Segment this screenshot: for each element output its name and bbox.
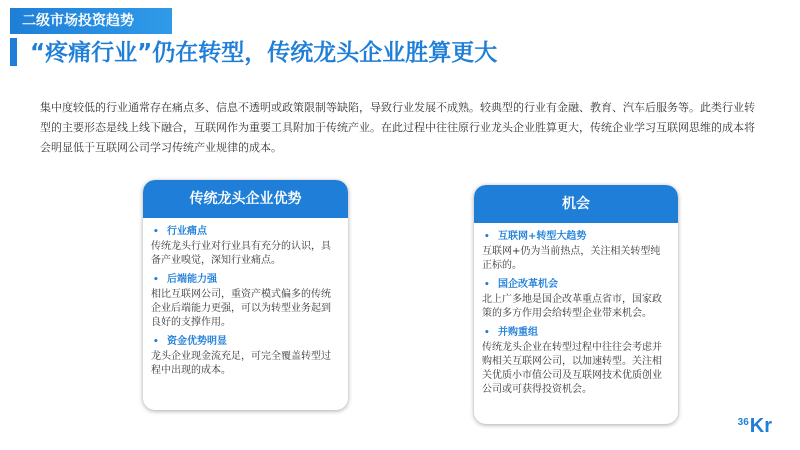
list-item-title (482, 325, 670, 341)
opportunities-card (474, 185, 678, 424)
traditional-leader-advantages-card (143, 180, 348, 410)
bullet-icon: • (484, 280, 490, 290)
card-title: 机会 (474, 185, 678, 223)
list-item-title (151, 272, 340, 288)
list-item-title (151, 334, 340, 350)
item-title-text: 资金优势明显 (167, 336, 227, 347)
item-title-text: 国企改革机会 (498, 279, 558, 290)
item-title-text: 并购重组 (498, 327, 538, 338)
bullet-icon: • (484, 232, 490, 242)
logo-sup: 36 (737, 417, 749, 428)
item-title-text: 后端能力强 (167, 274, 217, 285)
intro-paragraph: 集中度较低的行业通常存在痛点多、信息不透明或政策限制等缺陷，导致行业发展不成熟。较典型的行业有金融、教育、汽车后服务等。此类行业转型的主要形态是线上线下融合，互联网作为重要工具附加于传统产业。在此过程中往往原行业龙头企业胜算更大，传统企业学习互联网思维的成本将会明显低于互联网公司学习传统产业规律的成本。 (40, 101, 755, 154)
page-title: “疼痛行业”仍在转型，传统龙头企业胜算更大 (30, 40, 498, 66)
item-title-text: 互联网+转型大趋势 (498, 231, 587, 242)
list-item-text: 传统龙头企业在转型过程中往往会考虑并购相关互联网公司，以加速转型。关注相关优质小市值公司及互联网技术优质创业公司或可获得投资机会。 (482, 342, 662, 395)
list-item-title (482, 277, 670, 293)
36kr-logo (738, 415, 772, 438)
list-item-text: 传统龙头行业对行业具有充分的认识，具备产业嗅觉，深知行业痛点。 (151, 241, 331, 266)
list-item-text: 北上广多地是国企改革重点省市，国家政策的多方作用会给转型企业带来机会。 (482, 294, 662, 319)
bullet-icon: • (153, 227, 159, 237)
list-item-title (482, 229, 670, 245)
list-item-text: 龙头企业现金流充足，可完全覆盖转型过程中出现的成本。 (151, 351, 331, 376)
bullet-icon: • (153, 275, 159, 285)
list-item-text: 互联网+仍为当前热点，关注相关转型纯正标的。 (482, 246, 661, 271)
card-title: 传统龙头企业优势 (143, 180, 348, 218)
logo-main: Kr (749, 415, 772, 437)
list-item-text: 相比互联网公司，重资产模式偏多的传统企业后端能力更强，可以为转型业务起到良好的支撑作用。 (151, 289, 331, 328)
list-item-title (151, 224, 340, 240)
bullet-icon: • (153, 337, 159, 347)
title-accent-bar (10, 38, 17, 66)
section-tag: 二级市场投资趋势 (10, 8, 172, 34)
item-title-text: 行业痛点 (167, 226, 207, 237)
bullet-icon: • (484, 328, 490, 338)
